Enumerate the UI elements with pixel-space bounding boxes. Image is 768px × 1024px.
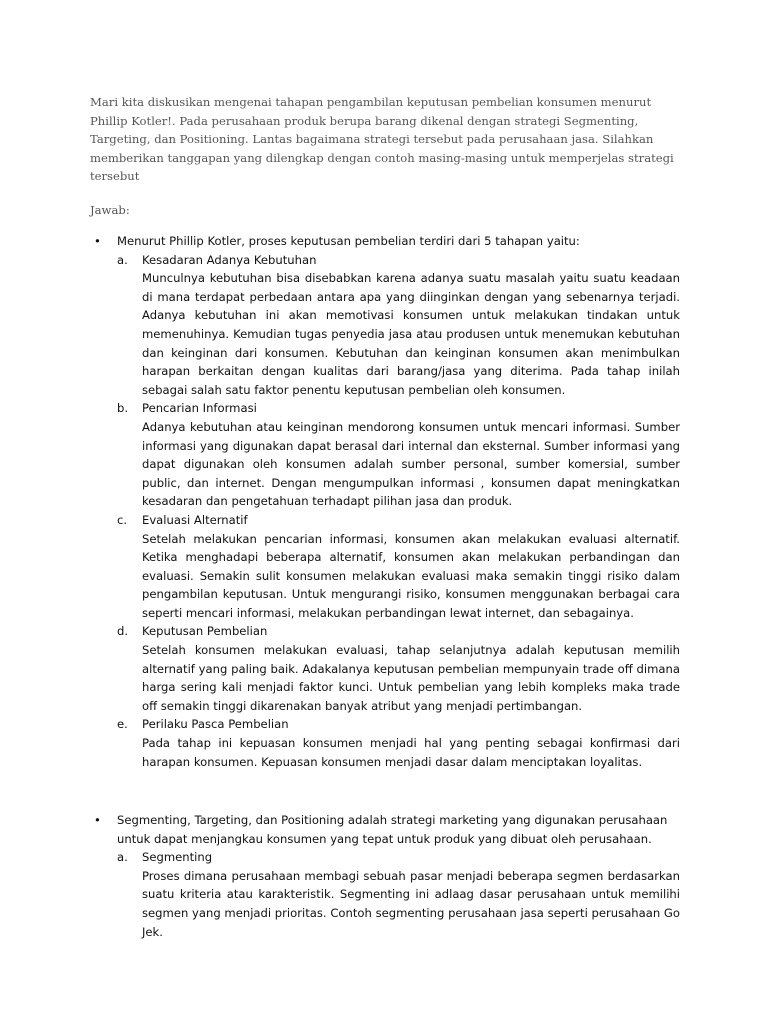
list-item [117, 399, 680, 511]
list-marker: a. [117, 252, 128, 267]
list-marker: a. [117, 850, 128, 865]
item-description: Adanya kebutuhan atau keinginan mendorong konsumen untuk mencari informasi. Sumber informasi yang digunakan dapat berasal dari internal dan eksternal. Sumber informasi yang dapat digunakan oleh konsumen adalah sumber personal, sumber komersial, sumber public, dan internet. Dengan mengumpulkan informasi , konsumen dapat meningkatkan kesadaran dan pengetahuan terhadapt pilihan jasa dan produk. [142, 419, 680, 509]
list-marker: c. [117, 512, 128, 527]
item-description: Proses dimana perusahaan membagi sebuah pasar menjadi beberapa segmen berdasarkan suatu kriteria atau karakteristik. Segmenting ini adlaag dasar perusahaan untuk memilihi segmen yang menjadi prioritas. Contoh segmenting perusahaan jasa seperti perusahaan Go Jek. [142, 868, 680, 939]
item-title: Keputusan Pembelian [142, 624, 268, 639]
list-item [117, 511, 680, 623]
section-stp [90, 811, 680, 941]
list-item [117, 715, 680, 771]
item-description: Munculnya kebutuhan bisa disebabkan karena adanya suatu masalah yaitu suatu keadaan di mana terdapat perbedaan antara apa yang diinginkan dengan yang sebenarnya terjadi. Adanya kebutuhan ini akan memotivasi konsumen untuk melakukan tindakan untuk memenuhinya. Kemudian tugas penyedia jasa atau produsen untuk menemukan kebutuhan dan keinginan dari konsumen. Kebutuhan dan keinginan konsumen akan menimbulkan harapan berkaitan dengan kualitas dari barang/jasa yang diterima. Pada tahap inilah sebagai salah satu faktor penentu keputusan pembelian oleh konsumen. [142, 271, 680, 397]
bullet-icon: • [94, 234, 101, 248]
bullet-item [90, 811, 680, 848]
item-description: Setelah konsumen melakukan evaluasi, tahap selanjutnya adalah keputusan memilih alternatif yang paling baik. Adakalanya keputusan pembelian mempunyain trade off dimana harga sering kali menjadi faktor kunci. Untuk pembelian yang lebih kompleks maka trade off semakin tinggi dikarenakan banyak atribut yang menjadi pertimbangan. [142, 643, 680, 713]
item-title: Kesadaran Adanya Kebutuhan [142, 252, 317, 267]
item-title: Evaluasi Alternatif [142, 512, 248, 527]
list-marker: e. [117, 717, 128, 732]
section-stages [90, 232, 680, 771]
item-title: Perilaku Pasca Pembelian [142, 717, 289, 732]
list-item [117, 848, 680, 941]
bullet-icon: • [94, 813, 101, 827]
list-marker: b. [117, 401, 129, 416]
list-item [117, 622, 680, 715]
item-title: Segmenting [142, 850, 213, 865]
stp-list [117, 848, 680, 941]
list-item [117, 251, 680, 400]
item-description: Setelah melakukan pencarian informasi, konsumen akan melakukan evaluasi alternatif. Ketika menghadapi beberapa alternatif, konsumen akan melakukan perbandingan dan evaluasi. Semakin sulit konsumen melakukan evaluasi maka semakin tinggi risiko dalam pengambilan keputusan. Untuk mengurangi risiko, konsumen menggunakan berbagai cara seperti mencari informasi, melakukan perbandingan lewat internet, dan sebagainya. [142, 531, 680, 620]
bullet-item [90, 232, 680, 251]
stage-list [117, 251, 680, 772]
list-marker: d. [117, 624, 129, 639]
section-intro: Menurut Phillip Kotler, proses keputusan pembelian terdiri dari 5 tahapan yaitu: [117, 234, 580, 248]
section-intro: Segmenting, Targeting, dan Positioning adalah strategi marketing yang digunakan perusahaan untuk dapat menjangkau konsumen yang tepat untuk produk yang dibuat oleh perusahaan. [117, 813, 668, 846]
question-text: Mari kita diskusikan mengenai tahapan pengambilan keputusan pembelian konsumen menurut Phillip Kotler!. Pada perusahaan produk berupa barang dikenal dengan strategi Segmenting, Targeting, dan Positioning. Lantas bagaimana strategi tersebut pada perusahaan jasa. Silahkan memberikan tanggapan yang dilengkap dengan contoh masing-masing untuk memperjelas strategi tersebut [90, 95, 674, 183]
answer-label: Jawab: [90, 203, 130, 217]
item-title: Pencarian Informasi [142, 401, 257, 416]
item-description: Pada tahap ini kepuasan konsumen menjadi hal yang penting sebagai konfirmasi dari harapan konsumen. Kepuasan konsumen menjadi dasar dalam menciptakan loyalitas. [142, 736, 680, 769]
